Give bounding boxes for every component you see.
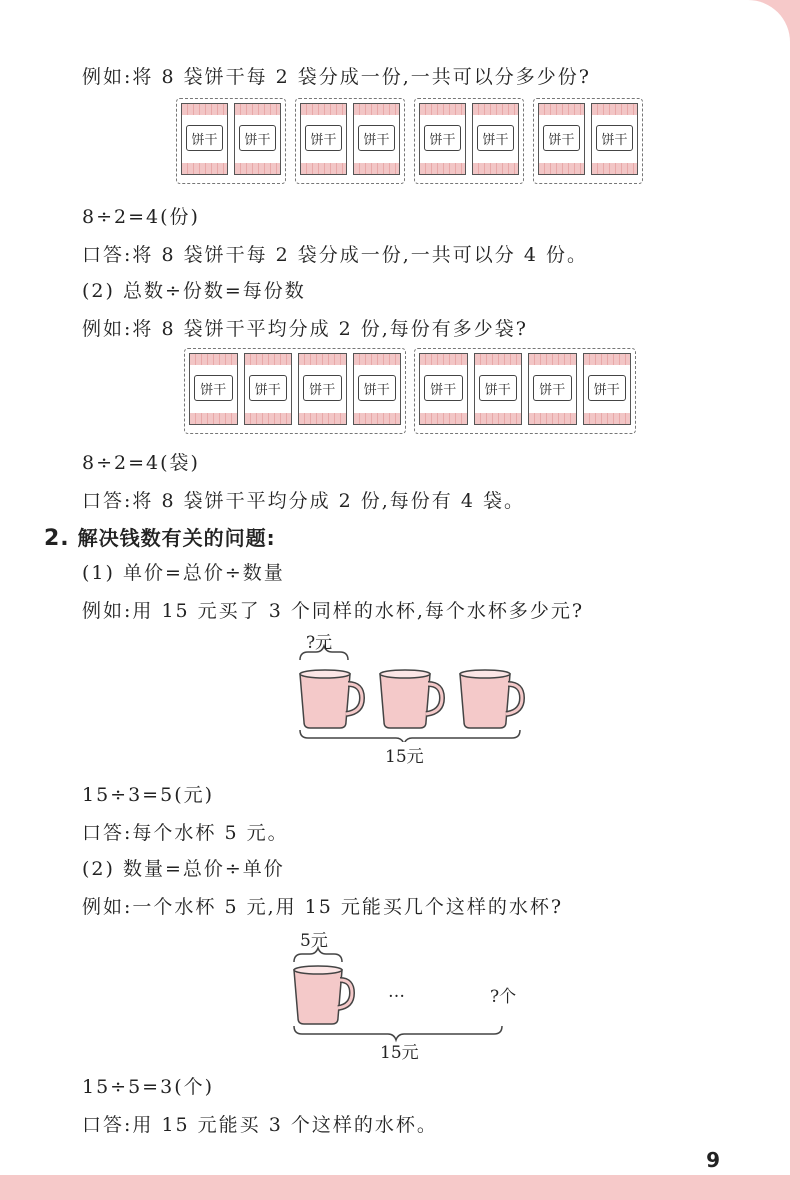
page-number: 9 — [706, 1148, 720, 1172]
bottom-brace — [300, 730, 520, 742]
section-title: 解决钱数有关的问题: — [77, 526, 276, 550]
bag-group-a — [184, 348, 406, 434]
example-line-1: 例如:将 8 袋饼干每 2 袋分成一份,一共可以分多少份? — [82, 66, 591, 88]
bag-group-b — [414, 348, 636, 434]
biscuit-bag: 饼干 — [419, 103, 466, 175]
ellipsis: … — [388, 982, 405, 1002]
equation-3: 15÷3=5(元) — [82, 784, 215, 806]
answer-2: 口答:将 8 袋饼干平均分成 2 份,每份有 4 袋。 — [82, 490, 525, 512]
formula-3: (1) 单价=总价÷数量 — [82, 562, 285, 584]
bag-group-3 — [414, 98, 524, 184]
equation-1: 8÷2=4(份) — [82, 206, 200, 228]
formula-2: (2) 总数÷份数=每份数 — [82, 280, 306, 302]
biscuit-bag: 饼干 — [244, 353, 293, 425]
biscuit-bag: 饼干 — [234, 103, 281, 175]
unknown-price-label: ?元 — [306, 633, 333, 653]
biscuit-bag: 饼干 — [591, 103, 638, 175]
unknown-count-label: ?个 — [490, 987, 517, 1007]
equation-2: 8÷2=4(袋) — [82, 452, 200, 474]
cup-icon — [460, 670, 522, 728]
biscuit-bag: 饼干 — [300, 103, 347, 175]
biscuit-bag: 饼干 — [189, 353, 238, 425]
biscuit-bag: 饼干 — [538, 103, 585, 175]
answer-3: 口答:每个水杯 5 元。 — [82, 822, 289, 844]
equation-4: 15÷5=3(个) — [82, 1076, 215, 1098]
section-number: 2. — [44, 526, 70, 551]
example-line-4: 例如:一个水杯 5 元,用 15 元能买几个这样的水杯? — [82, 896, 564, 918]
biscuit-bag: 饼干 — [528, 353, 577, 425]
cup-icon — [300, 670, 362, 728]
example-line-3: 例如:用 15 元买了 3 个同样的水杯,每个水杯多少元? — [82, 600, 585, 622]
biscuit-bag: 饼干 — [353, 353, 402, 425]
biscuit-bag: 饼干 — [583, 353, 632, 425]
section-2-heading — [44, 522, 276, 551]
formula-4: (2) 数量=总价÷单价 — [82, 858, 285, 880]
total-price-label-2: 15元 — [380, 1043, 419, 1063]
biscuit-bag: 饼干 — [472, 103, 519, 175]
biscuit-bag: 饼干 — [419, 353, 468, 425]
biscuit-bag: 饼干 — [298, 353, 347, 425]
bag-group-4 — [533, 98, 643, 184]
biscuit-bag: 饼干 — [353, 103, 400, 175]
answer-4: 口答:用 15 元能买 3 个这样的水杯。 — [82, 1114, 438, 1136]
total-price-label: 15元 — [385, 747, 424, 767]
bag-group-2 — [295, 98, 405, 184]
unit-price-label: 5元 — [300, 931, 328, 951]
biscuit-bag: 饼干 — [474, 353, 523, 425]
bag-group-1 — [176, 98, 286, 184]
cup-icon — [380, 670, 442, 728]
cup-icon — [294, 966, 352, 1024]
biscuit-bag: 饼干 — [181, 103, 228, 175]
example-line-2: 例如:将 8 袋饼干平均分成 2 份,每份有多少袋? — [82, 318, 528, 340]
answer-1: 口答:将 8 袋饼干每 2 袋分成一份,一共可以分 4 份。 — [82, 244, 588, 266]
